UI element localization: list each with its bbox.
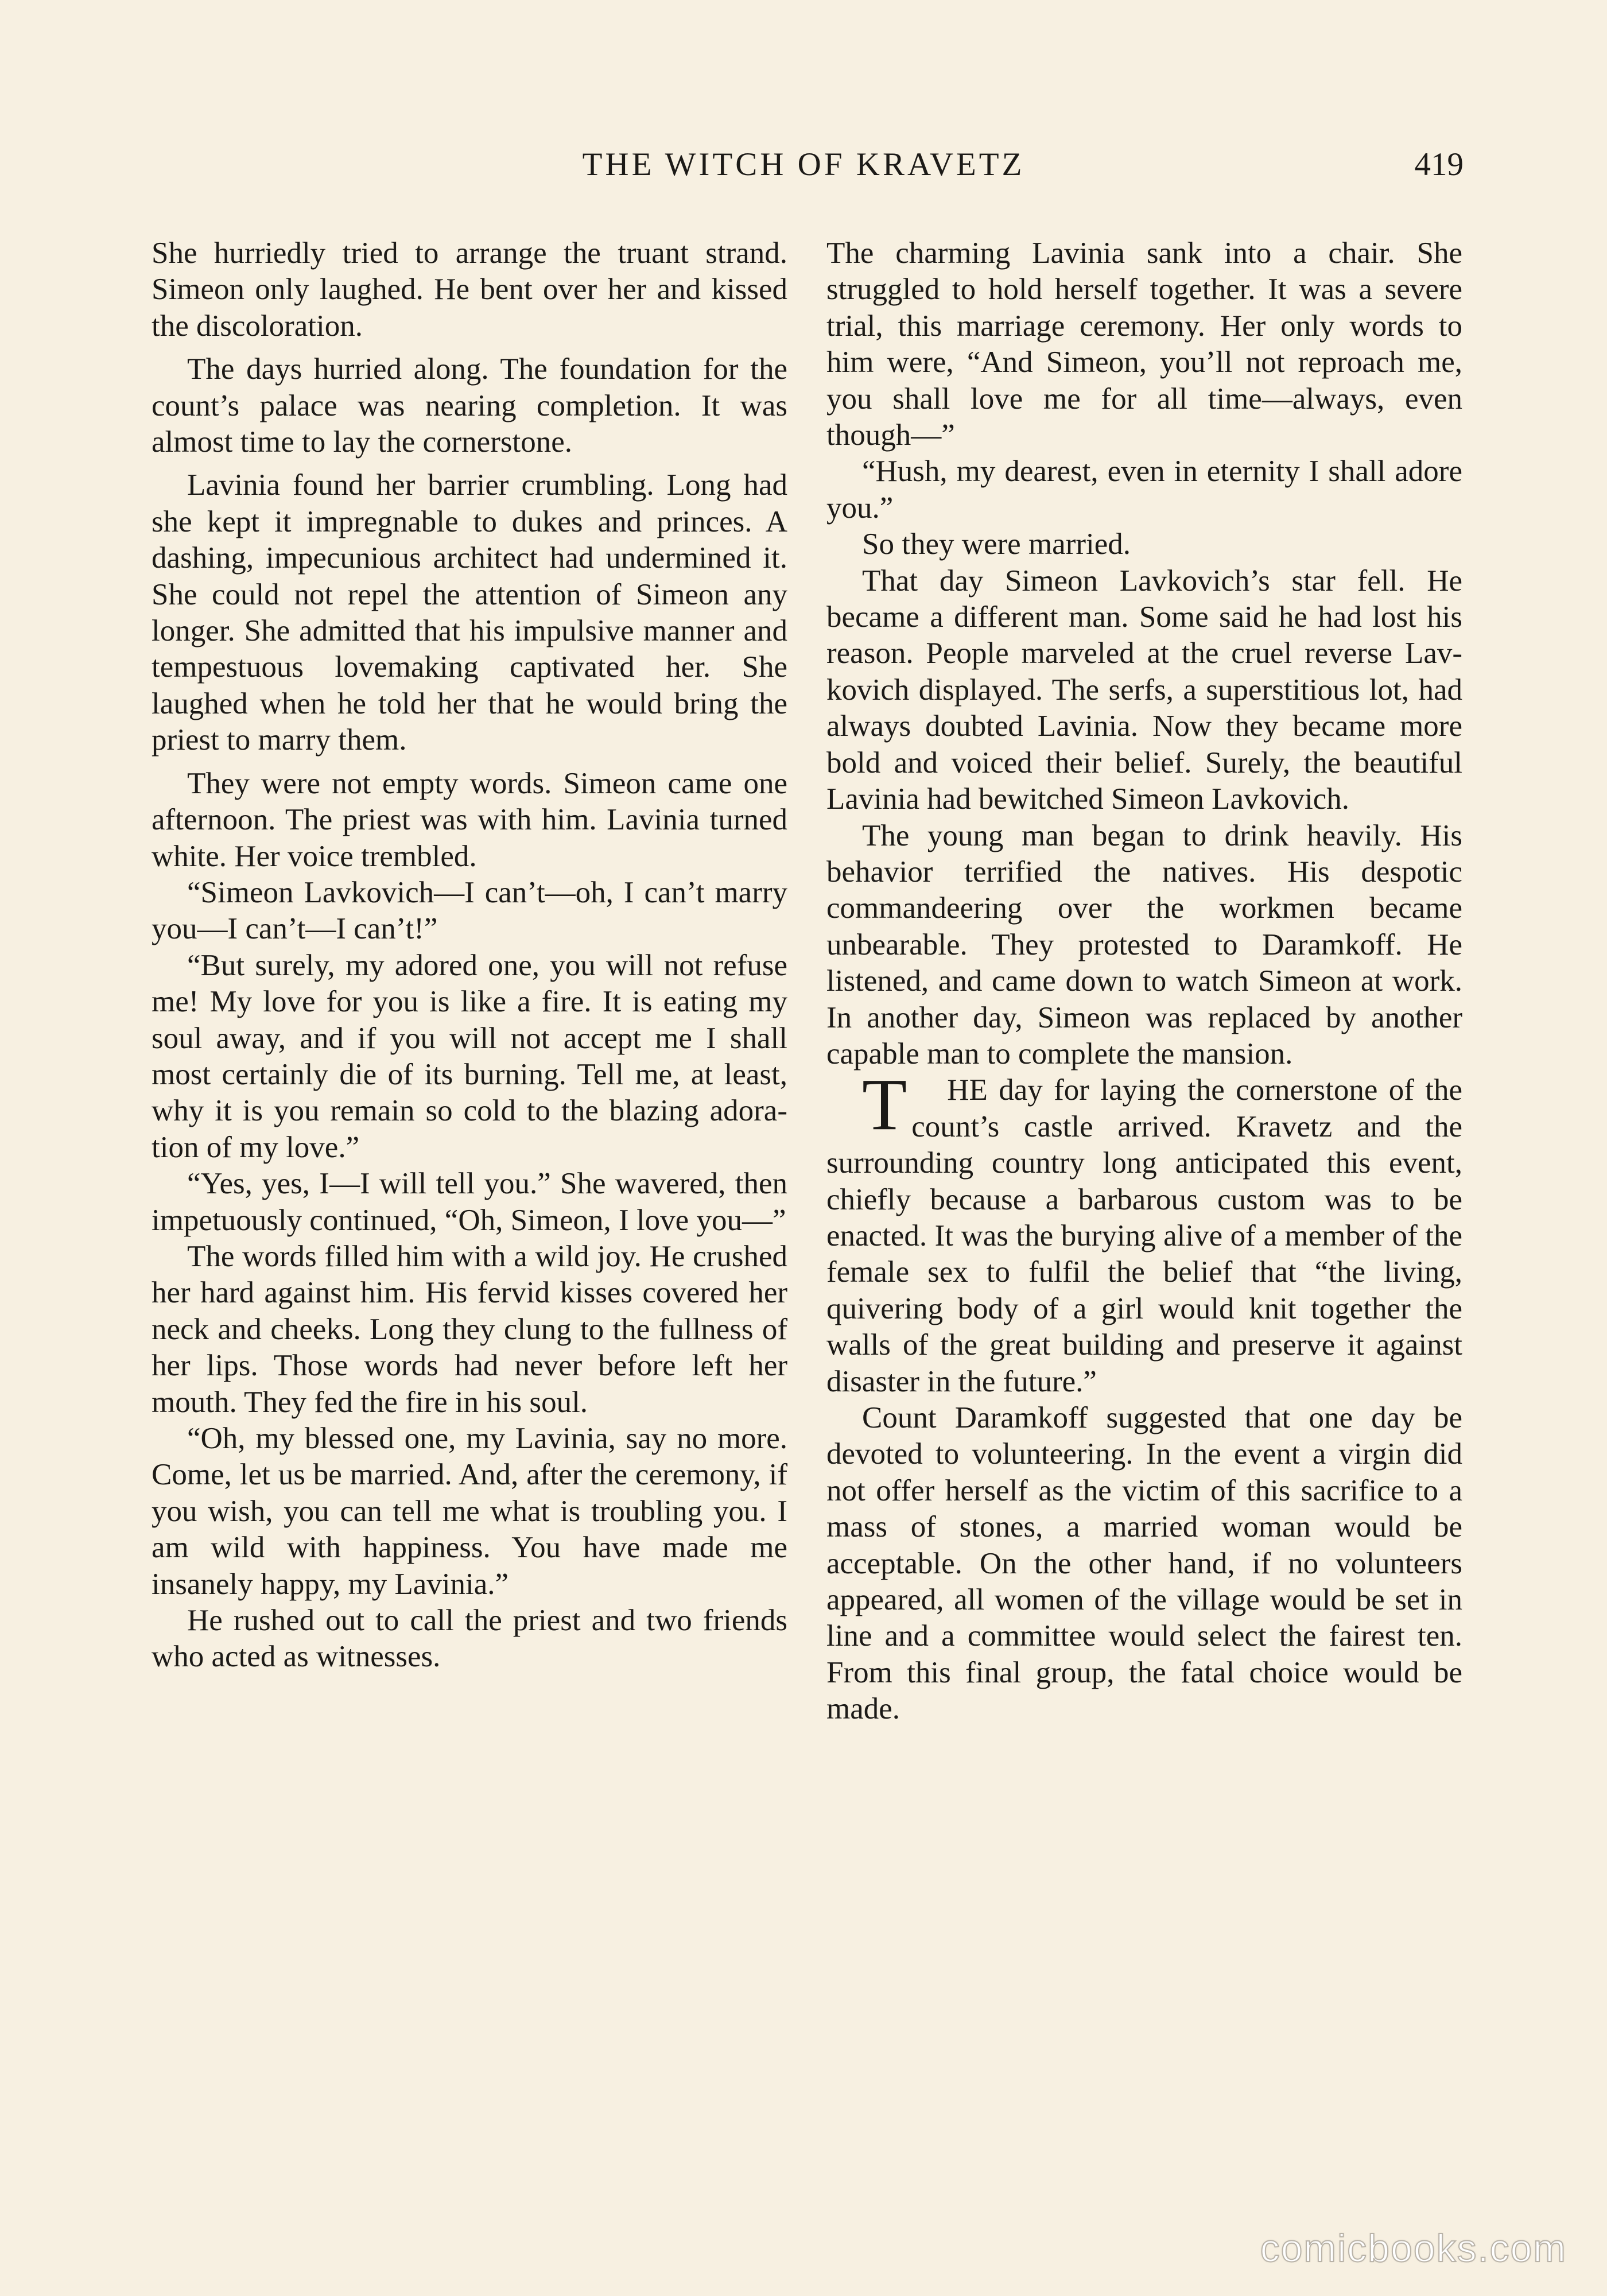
paragraph: That day Simeon Lavkovich’s star fell. He became a different man. Some said he had lost his reason. People marveled at the cruel reverse Lavkovich displayed. The serfs, a superstitious lot, had always doubted Lavinia. Now they became more bold and voiced their belief. Surely, the beautiful Lavinia had bewitched Simeon Lavkovich.: [826, 564, 1462, 816]
paragraph: They were not empty words. Simeon came one afternoon. The priest was with him. Lavinia turned white. Her voice trembled.: [152, 766, 787, 873]
running-title: THE WITCH OF KRAVETZ: [582, 146, 1025, 183]
watermark-logo: comicbooks.com: [1260, 2227, 1567, 2270]
left-column: [152, 235, 787, 1676]
right-column: [826, 235, 1462, 1728]
paragraph: “Simeon Lavkovich—I can’t—oh, I can’t marry you—I can’t—I can’t!”: [152, 875, 787, 946]
paragraph: The charming Lavinia sank into a chair. She struggled to hold herself together. It was a severe trial, this marriage ceremony. Her only words to him were, “And Simeon, you’ll not reproach me, you shall love me for all time—always, even though—”: [826, 236, 1462, 452]
paragraph: The young man began to drink heavily. His behavior terrified the natives. His despotic commandeering over the workmen became unbearable. They protested to Daramkoff. He listened, and came down to watch Simeon at work. In another day, Simeon was replaced by another capable man to complete the mansion.: [826, 819, 1462, 1071]
section-opening-paragraph: [826, 1064, 1462, 1400]
paragraph: Count Daramkoff suggested that one day be devoted to volunteering. In the event a virgin did not offer herself as the victim of this sacrifice to a mass of stones, a married woman would be acceptable. On the other hand, if no volunteers appeared, all women of the village would be set in line and a committee would select the fairest ten. From this final group, the fatal choice would be made.: [826, 1401, 1462, 1726]
section-opening-text: day for laying the cornerstone of the count’s castle arrived. Kravetz and the surrounding country long anticipated this event, chiefly because a barbarous custom was to be enacted. It was the burying alive of a member of the female sex to fulfil the belief that “the living, quivering body of a girl would knit together the walls of the great building and preserve it against disaster in the future.”: [826, 1073, 1462, 1398]
paragraph: “Yes, yes, I—I will tell you.” She wavered, then impetuously continued, “Oh, Simeon, I love you—”: [152, 1167, 787, 1237]
paragraph: The days hurried along. The foundation for the count’s palace was nearing completion. It was almost time to lay the cornerstone.: [152, 352, 787, 459]
paragraph: “But surely, my adored one, you will not refuse me! My love for you is like a fire. It is eating my soul away, and if you will not accept me I shall most certainly die of its burning. Tell me, at least, why it is you remain so cold to the blazing adoration of my love.”: [152, 948, 787, 1164]
running-head: [0, 145, 1607, 185]
paragraph: The words filled him with a wild joy. He crushed her hard against him. His fervid kisses covered her neck and cheeks. Long they clung to the fullness of her lips. Those words had never before left her mouth. They fed the fire in his soul.: [152, 1239, 787, 1419]
small-caps-lead: HE: [947, 1073, 988, 1107]
paragraph: She hurriedly tried to arrange the truant strand. Simeon only laughed. He bent over her and kissed the discoloration.: [152, 236, 787, 343]
paragraph: He rushed out to call the priest and two friends who acted as witnesses.: [152, 1604, 787, 1674]
paragraph: “Oh, my blessed one, my Lavinia, say no more. Come, let us be married. And, after the ceremony, if you wish, you can tell me what is troubling you. I am wild with happiness. You have made me insanely happy, my Lavinia.”: [152, 1422, 787, 1601]
paragraph: “Hush, my dearest, even in eternity I shall adore you.”: [826, 455, 1462, 525]
page-number: 419: [1414, 146, 1464, 183]
drop-cap: T: [862, 1064, 907, 1146]
paragraph: So they were married.: [862, 528, 1131, 561]
paragraph: Lavinia found her barrier crumbling. Long had she kept it impregnable to dukes and princes. A dashing, impecunious architect had undermined it. She could not repel the attention of Simeon any longer. She admitted that his impulsive manner and tempestuous lovemaking captivated her. She laughed when he told her that he would bring the priest to marry them.: [152, 468, 787, 757]
